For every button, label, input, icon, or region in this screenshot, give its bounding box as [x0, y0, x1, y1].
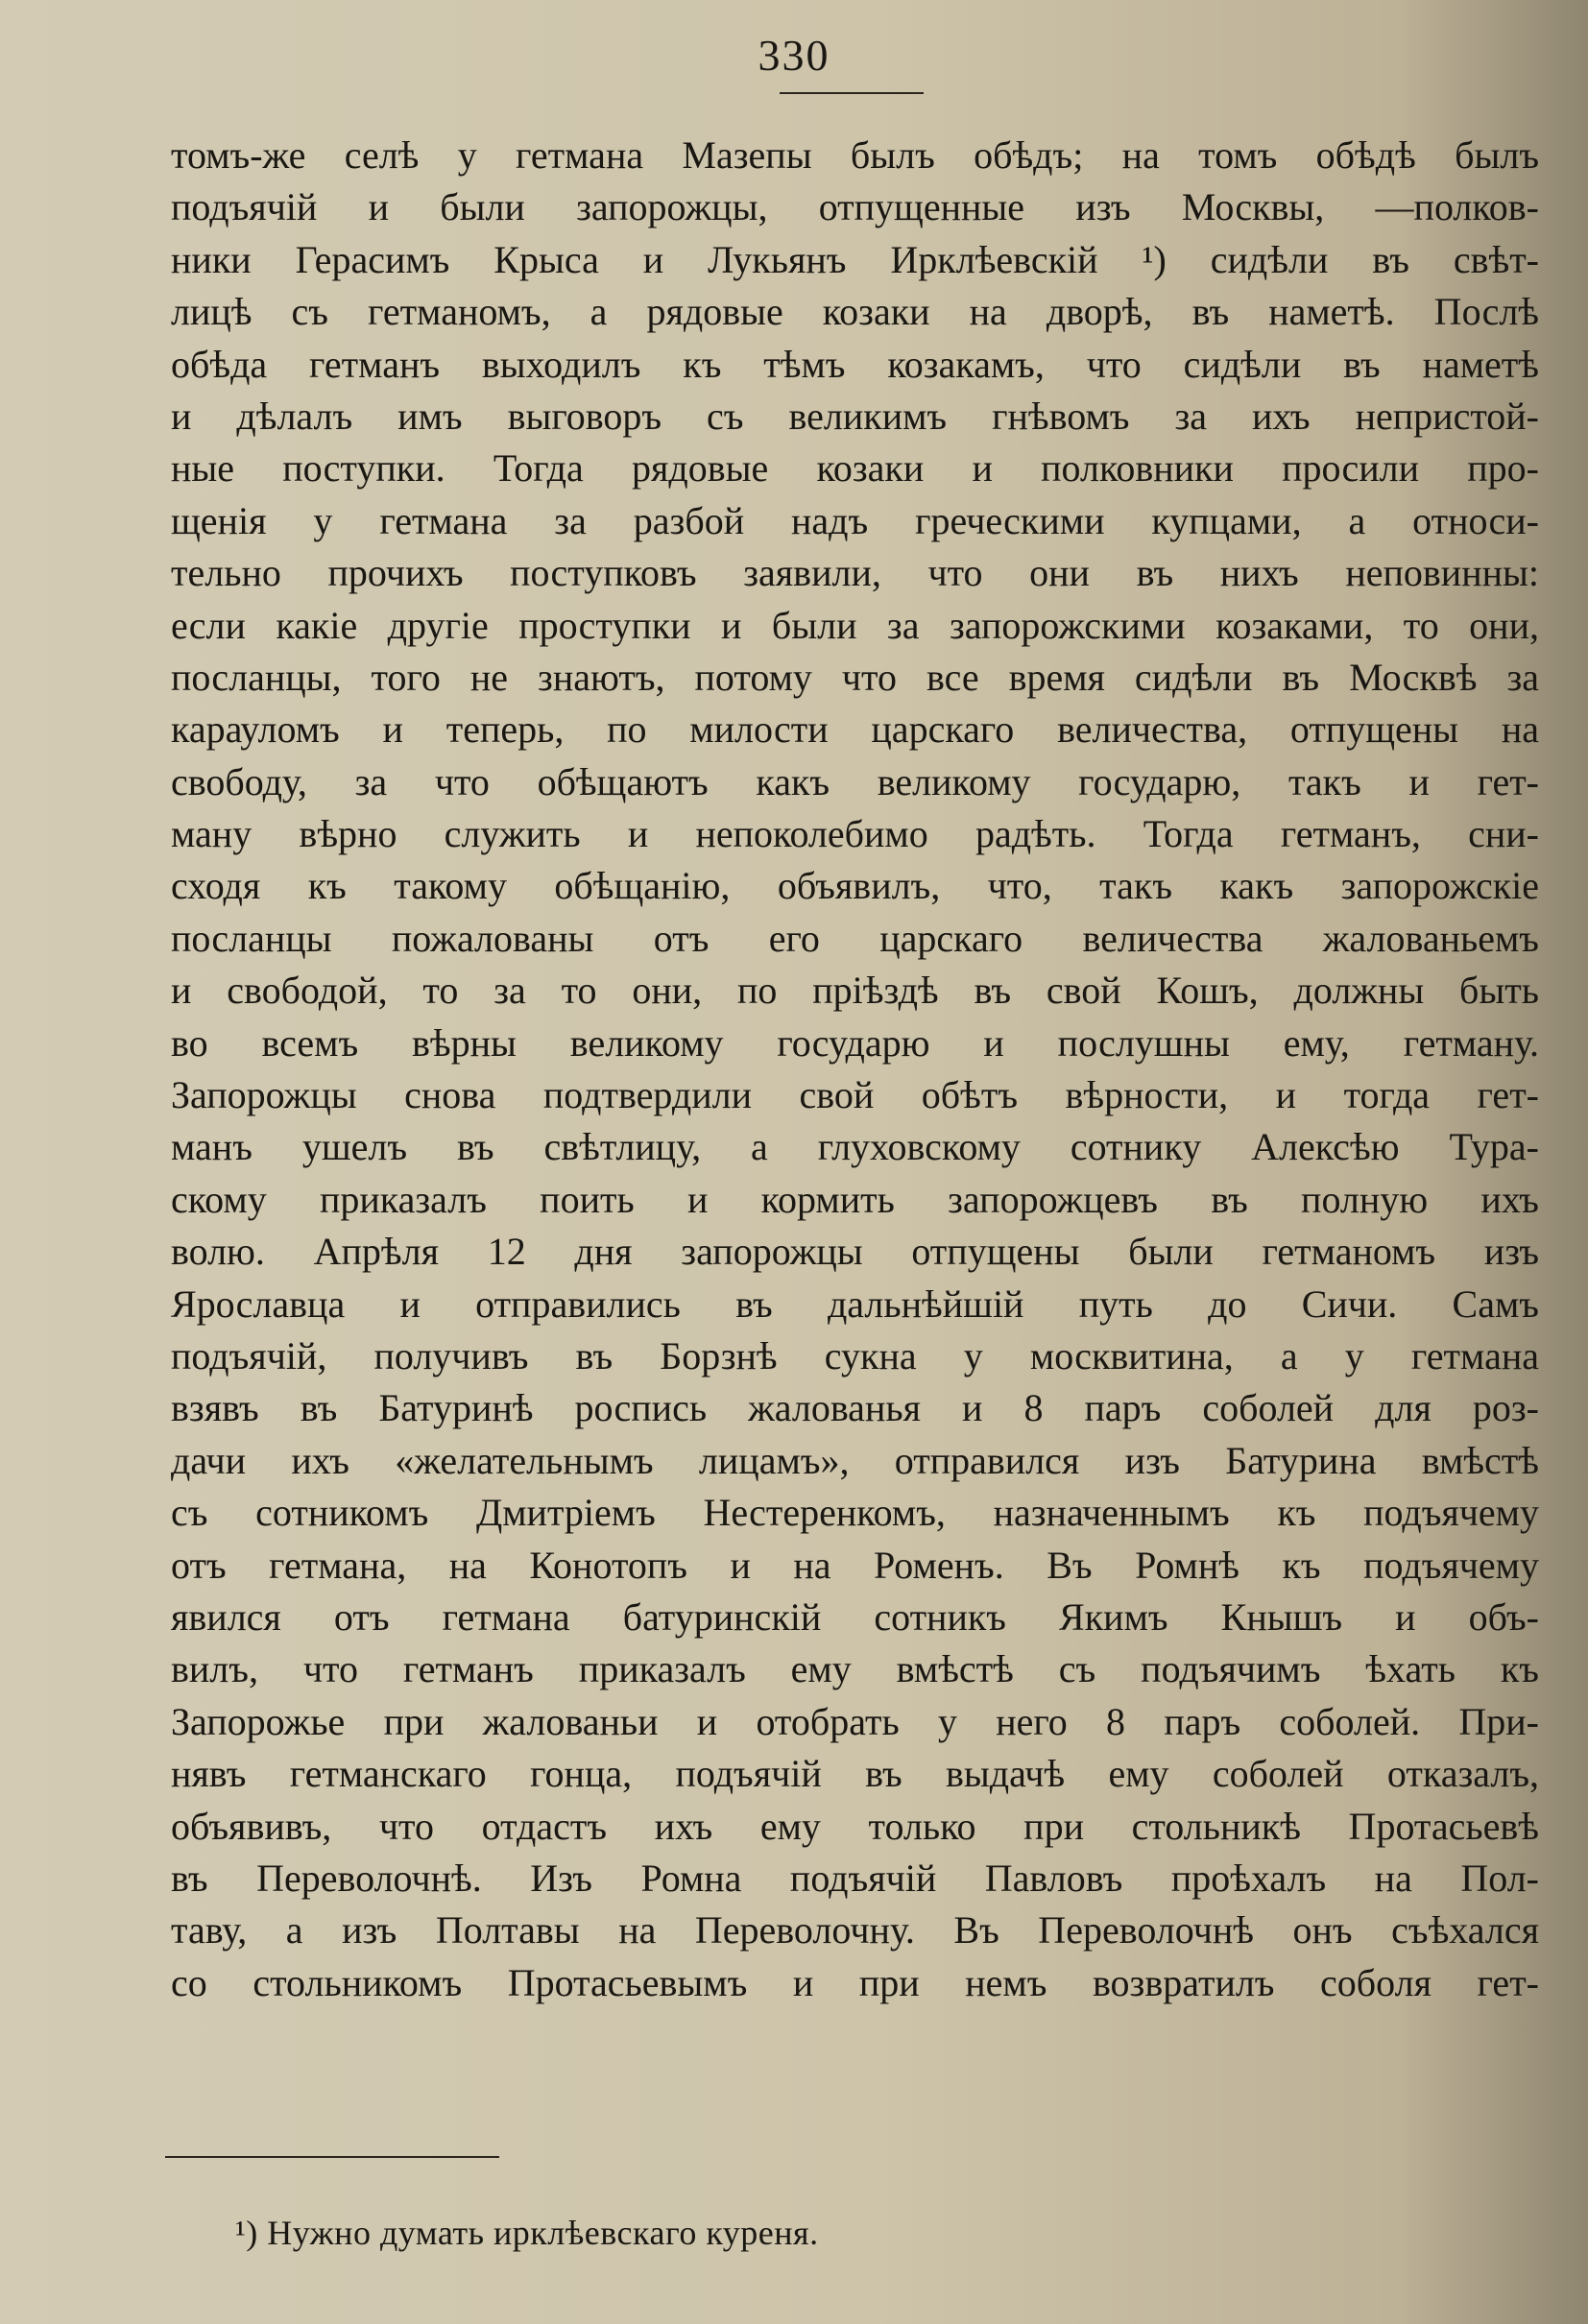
page-number-underline	[780, 92, 924, 94]
footnote: ¹) Нужно думать ирклѣевскаго куреня.	[235, 2214, 819, 2252]
text-line: ные поступки. Тогда рядовые козаки и полковники просили про-	[171, 446, 1539, 491]
text-line: посланцы, того не знаютъ, потому что все время сидѣли въ Москвѣ за	[171, 655, 1539, 699]
text-line: со стольникомъ Протасьевымъ и при немъ возвратилъ соболя гет-	[171, 1960, 1539, 2004]
text-line: отъ гетмана, на Конотопъ и на Роменъ. Въ Ромнѣ къ подъячему	[171, 1543, 1539, 1587]
text-line: Ярославца и отправились въ дальнѣйшій путь до Сичи. Самъ	[171, 1282, 1539, 1326]
text-line: взявъ въ Батуринѣ роспись жалованья и 8 паръ соболей для роз-	[171, 1386, 1539, 1430]
text-line: ману вѣрно служить и непоколебимо радѣть. Тогда гетманъ, сни-	[171, 812, 1539, 856]
text-line: въ Переволочнѣ. Изъ Ромна подъячій Павловъ проѣхалъ на Пол-	[171, 1856, 1539, 1900]
text-line: вилъ, что гетманъ приказалъ ему вмѣстѣ съ подъячимъ ѣхать къ	[171, 1647, 1539, 1691]
text-line: во всемъ вѣрны великому государю и послушны ему, гетману.	[171, 1020, 1539, 1065]
text-line: подъячій и были запорожцы, отпущенные изъ Москвы, —полков-	[171, 185, 1539, 229]
body-text	[171, 130, 1539, 2009]
text-line: съ сотникомъ Дмитріемъ Нестеренкомъ, назначеннымъ къ подъячему	[171, 1491, 1539, 1535]
text-line: тельно прочихъ поступковъ заявили, что они въ нихъ неповинны:	[171, 551, 1539, 595]
text-line: посланцы пожалованы отъ его царскаго величества жалованьемъ	[171, 916, 1539, 960]
text-line: волю. Апрѣля 12 дня запорожцы отпущены были гетманомъ изъ	[171, 1230, 1539, 1274]
text-line: обѣда гетманъ выходилъ къ тѣмъ козакамъ, что сидѣли въ наметѣ	[171, 342, 1539, 386]
text-line: скому приказалъ поить и кормить запорожцевъ въ полную ихъ	[171, 1177, 1539, 1221]
text-line: объявивъ, что отдастъ ихъ ему только при стольникѣ Протасьевѣ	[171, 1804, 1539, 1848]
text-line: манъ ушелъ въ свѣтлицу, а глуховскому сотнику Алексѣю Тура-	[171, 1125, 1539, 1169]
text-line: свободу, за что обѣщаютъ какъ великому государю, такъ и гет-	[171, 759, 1539, 803]
text-line: лицѣ съ гетманомъ, а рядовые козаки на дворѣ, въ наметѣ. Послѣ	[171, 290, 1539, 334]
text-line: явился отъ гетмана батуринскій сотникъ Якимъ Кнышъ и объ-	[171, 1594, 1539, 1639]
text-line: карауломъ и теперь, по милости царскаго величества, отпущены на	[171, 707, 1539, 752]
text-line: томъ-же селѣ у гетмана Мазепы былъ обѣдъ; на томъ обѣдѣ былъ	[171, 133, 1539, 177]
text-line: подъячій, получивъ въ Борзнѣ сукна у москвитина, а у гетмана	[171, 1333, 1539, 1378]
text-line: таву, а изъ Полтавы на Переволочну. Въ Переволочнѣ онъ съѣхался	[171, 1908, 1539, 1953]
text-line: щенія у гетмана за разбой надъ греческими купцами, а относи-	[171, 498, 1539, 542]
page-number: 330	[758, 31, 830, 80]
text-line: Запорожье при жалованьи и отобрать у него 8 паръ соболей. При-	[171, 1699, 1539, 1743]
text-line: если какіе другіе проступки и были за запорожскими козаками, то они,	[171, 603, 1539, 647]
text-line: сходя къ такому обѣщанію, объявилъ, что, такъ какъ запорожскіе	[171, 864, 1539, 908]
text-line: и дѣлалъ имъ выговоръ съ великимъ гнѣвомъ за ихъ непристой-	[171, 394, 1539, 438]
footnote-separator	[165, 2156, 499, 2158]
text-line: нявъ гетманскаго гонца, подъячій въ выдачѣ ему соболей отказалъ,	[171, 1752, 1539, 1796]
text-line: ники Герасимъ Крыса и Лукьянъ Ирклѣевскій ¹) сидѣли въ свѣт-	[171, 237, 1539, 281]
text-line: и свободой, то за то они, по пріѣздѣ въ свой Кошъ, должны быть	[171, 969, 1539, 1013]
text-line: Запорожцы снова подтвердили свой обѣтъ вѣрности, и тогда гет-	[171, 1073, 1539, 1117]
text-line: дачи ихъ «желательнымъ лицамъ», отправился изъ Батурина вмѣстѣ	[171, 1438, 1539, 1482]
